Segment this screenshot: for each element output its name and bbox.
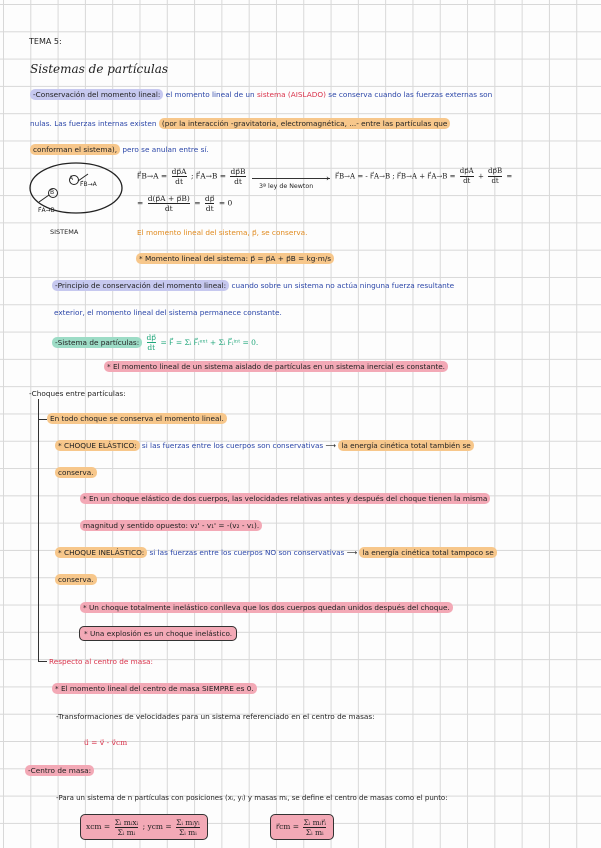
equation-row-2 [137,194,232,213]
frac-dp-dt-num: dp⃗ [146,333,157,342]
centro-masa-label: -Centro de masa: [25,765,94,776]
elastico-note-2-highlight [80,520,262,531]
cm-r-box [270,814,334,840]
elastico-line [55,441,474,451]
sistema-particulas-rest: = F⃗ = Σᵢ F⃗ᵢᵉˣᵗ + Σᵢ F⃗ᵢⁱⁿᵗ = 0. [160,337,259,347]
aislado-note [104,362,448,372]
equation-row-1 [137,167,248,186]
transformaciones-text: -Transformaciones de velocidades para un sistema referenciado en el centro de masas: [56,712,375,721]
respecto-cm-label: Respecto al centro de masa: [49,657,153,666]
xcm-frac [115,818,139,837]
elastico-result: la energía cinética total también se [338,440,473,451]
frac-dpb-2-den: dt [491,177,499,185]
eq-newton: F⃗B→A = - F⃗A→B ; F⃗B→A + F⃗A→B = [335,172,456,181]
eq-mid: = [194,198,201,208]
fuerzas-internas-highlight: (por la interacción -gravitatoria, electromagnética, ...- entre las partículas que [159,118,451,129]
ycm-frac [176,818,200,837]
ycm-num: Σᵢ mᵢyᵢ [176,817,200,827]
inelastico-result-2: conserva. [55,574,97,585]
principio-label: -Principio de conservación del momento lineal: [52,280,229,291]
inelastico-label: * CHOQUE INELÁSTICO: [55,547,147,558]
inelastico-line [55,548,497,558]
elastico-line-2 [55,468,97,478]
transformaciones-formula: u⃗ = v⃗ - v⃗cm [84,738,128,747]
momento-lineal-highlight: * Momento lineal del sistema: p⃗ = p⃗A + p⃗B = kg·m/s [136,253,334,264]
frac-dpb [230,167,245,186]
momento-lineal-def [136,254,334,264]
frac-dpb-2 [488,167,502,186]
eq-zero: = 0 [218,198,233,208]
se-anulan-text: pero se anulan entre sí. [122,145,209,154]
frac-dpa-den: dt [175,177,183,186]
arrow-icon: ⟶ [325,441,337,450]
conservacion-label: -Conservación del momento lineal: [30,89,163,100]
sistema-particulas-formula [145,333,259,352]
frac-dpa-2-num: dp⃗A [459,167,474,175]
inelastico-result: la energía cinética total tampoco se [359,547,496,558]
xcm-label: xcm = [86,822,111,831]
tema-label: TEMA 5: [29,37,62,46]
page-title: Sistemas de partículas [30,62,169,76]
plus-sign: + [477,172,484,181]
frac-sum-num: d(p⃗A + p⃗B) [147,194,190,203]
frac-dpa-2-den: dt [463,177,471,185]
aislado-highlight: * El momento lineal de un sistema aislado de partículas en un sistema inercial es constante. [104,361,448,372]
eq-fba: F⃗B→A = [137,171,168,181]
principio-text-1: cuando sobre un sistema no actúa ninguna fuerza resultante [231,281,455,290]
xcm-num: Σᵢ mᵢxᵢ [114,817,139,827]
choques-tree-branch-2 [38,661,47,662]
centro-masa-line [25,766,94,776]
inelastico-text: si las fuerzas entre los cuerpos NO son conservativas [149,548,345,557]
cm-xy-formula [80,810,208,844]
conservacion-line-3 [30,145,209,155]
todo-choque-highlight: En todo choque se conserva el momento lineal. [47,413,227,424]
sistema-aislado-text: sistema (AISLADO) [257,90,326,99]
equation-row-1b [335,167,512,186]
rcm-den: Σᵢ mᵢ [305,827,324,837]
choques-tree-branch-1 [38,419,47,420]
rcm-label: r⃗cm = [276,822,300,831]
elastico-note-1: * En un choque elástico de dos cuerpos, las velocidades relativas antes y después del choque tienen la misma [80,493,490,504]
equals-sign: = [506,172,513,181]
cm-siempre-line [52,684,257,694]
conservacion-text-2a: nulas. Las fuerzas internas existen [30,119,157,128]
frac-dp-den: dt [205,204,214,213]
rcm-frac [303,818,325,837]
conservacion-line-1 [30,90,492,100]
principio-line-1 [52,281,454,291]
cm-definition-text: -Para un sistema de n partículas con posiciones (xᵢ, yᵢ) y masas mᵢ, se define el centro de masas como el punto: [56,794,448,802]
newton-arrow-head: › [326,173,330,184]
se-conserva-text: El momento lineal del sistema, p⃗, se conserva. [137,228,308,237]
rcm-num: Σᵢ mᵢr⃗ᵢ [303,817,326,827]
sistema-particulas-line [52,333,258,352]
conservacion-line-2 [30,119,450,129]
ycm-den: Σᵢ mᵢ [178,827,197,837]
diagram-caption: SISTEMA [50,228,79,236]
principio-text-2: exterior, el momento lineal del sistema permanece constante. [54,308,282,317]
choques-label: -Choques entre partículas: [29,389,126,398]
label-a: A [69,175,74,182]
arrow-icon-2: ⟶ [346,548,358,557]
frac-dpb-2-num: dp⃗B [488,167,503,175]
frac-dp [205,194,215,213]
sistema-particulas-label: -Sistema de partículas: [52,337,142,348]
ycm-label: ; ycm = [142,822,172,831]
frac-dpb-num: dp⃗B [230,167,246,176]
explosion-line [79,629,237,639]
conforman-highlight: conforman el sistema), [30,144,120,155]
cm-siempre-highlight: * El momento lineal del centro de masa SIEMPRE es 0. [52,683,257,694]
inelastico-note-line [80,603,453,613]
inelastico-line-2 [55,575,97,585]
choques-tree-vertical [38,399,39,661]
xcm-den: Σᵢ mᵢ [117,827,136,837]
inelastico-note: * Un choque totalmente inelástico conlleva que los dos cuerpos quedan unidos después del choque. [80,602,453,613]
frac-dp-dt-den: dt [147,343,156,352]
sistema-diagram [26,160,126,230]
newton-arrow-line [252,178,330,179]
frac-sum [148,194,190,213]
frac-dp-num: dp⃗ [204,194,215,203]
todo-choque-line [47,414,227,424]
explosion-note: * Una explosión es un choque inelástico. [79,626,237,641]
conservacion-text-1a: el momento lineal de un [165,90,255,99]
elastico-text: si las fuerzas entre los cuerpos son conservativas [141,441,324,450]
frac-dp-dt [147,333,157,352]
frac-sum-den: dt [164,204,173,213]
frac-dpb-den: dt [234,177,242,186]
newton-arrow-label: 3ª ley de Newton [259,183,314,190]
conservacion-text-1c: se conserva cuando las fuerzas externas son [328,90,493,99]
elastico-formula: v₂' - v₁' = -(v₂ - v₁). [190,521,260,530]
elastico-note-line-2 [80,521,262,531]
force-ab-label: F⃗A→B [38,207,55,214]
elastico-note-line-1 [80,494,490,504]
elastico-label: * CHOQUE ELÁSTICO: [55,440,140,451]
frac-dpa-num: dp⃗A [171,167,187,176]
label-b: B [50,189,55,196]
frac-dpa [172,167,187,186]
force-ab-arrow [39,195,49,202]
eq-fab: ; F⃗A→B = [190,171,227,181]
frac-dpa-2 [460,167,474,186]
elastico-result-2: conserva. [55,467,97,478]
elastico-note-2: magnitud y sentido opuesto: [83,521,188,530]
cm-r-formula [270,810,334,844]
cm-xy-box [80,814,208,840]
eq-lead: = [137,198,144,208]
force-ba-label: F⃗B→A [80,181,97,188]
